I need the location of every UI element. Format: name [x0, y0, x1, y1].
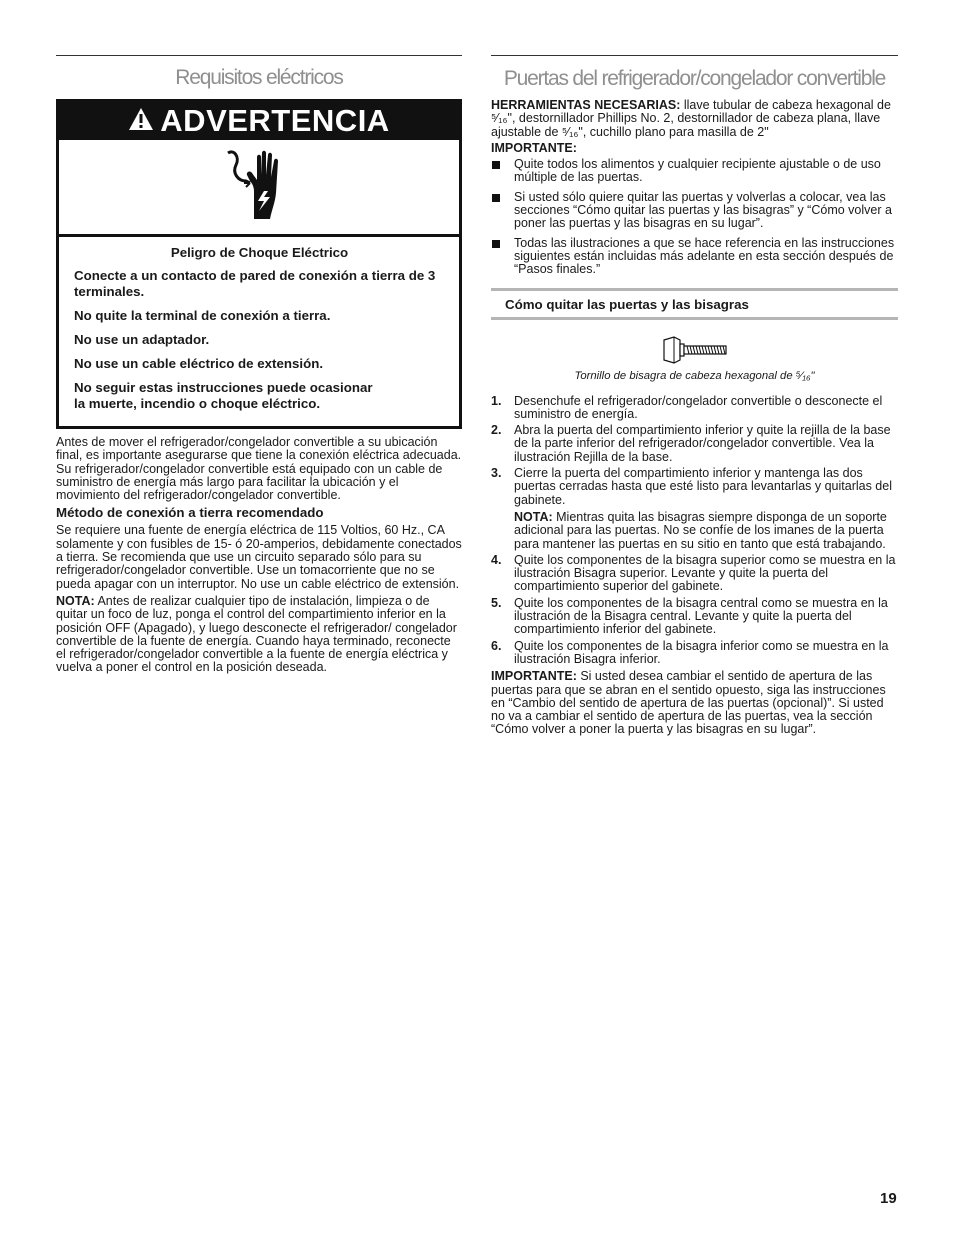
- bullet-square-icon: [492, 194, 500, 202]
- top-rule: [491, 55, 898, 56]
- important2-text: Si usted desea cambiar el sentido de apertura de las puertas para que se abran en el sentido opuesto, siga las instrucciones en “Cambio del sentido de apertura de las puertas (opcional)”. Si usted no va a cambiar el sentido de apertura de las puertas, vea la sección “Cómo volver a poner la puerta y las bisagras en su lugar”.: [491, 669, 886, 737]
- step-number: 2.: [491, 423, 502, 438]
- page-number: 19: [880, 1190, 897, 1207]
- section-heading-doors: Puertas del refrigerador/congelador convertible: [503, 67, 886, 90]
- step-text: Quite los componentes de la bisagra superior como se muestra en la ilustración Bisagra superior. Levante y quite la puerta del compartimiento superior del gabinete.: [514, 552, 896, 594]
- right-column: [491, 55, 898, 737]
- note-paragraph: [56, 595, 462, 675]
- grounding-paragraph: Se requiere una fuente de energía eléctrica de 115 Voltios, 60 Hz., CA solamente y con fusibles de 15- ó 20-amperios, debidamente conectados a tierra. Se recomienda que use un circuito separado sólo para su refrigerador/congelador convertible. Use un tomacorriente que no se pueda apagar con un interruptor. No use un cable eléctrico de extensión.: [56, 523, 462, 591]
- electric-shock-hand-icon: [224, 147, 294, 228]
- top-rule: [56, 55, 462, 56]
- note-label: NOTA:: [56, 593, 95, 608]
- list-item-text: Todas las ilustraciones a que se hace referencia en las instrucciones siguientes están incluidas más adelante en esta sección después de “Pasos finales.”: [514, 235, 895, 277]
- step-text: Quite los componentes de la bisagra inferior como se muestra en la ilustración Bisagra inferior.: [514, 638, 889, 666]
- list-item: [491, 237, 898, 277]
- step-number: 3.: [491, 466, 502, 481]
- list-item-text: Quite todos los alimentos y cualquier recipiente ajustable o de uso múltiple de las puertas.: [514, 157, 881, 185]
- bullet-square-icon: [492, 161, 500, 169]
- warning-body: [59, 237, 459, 426]
- step-text: Cierre la puerta del compartimiento inferior y mantenga las dos puertas cerradas hasta que esté listo para levantarlas y quitarlas del gabinete.: [514, 466, 892, 507]
- important-list: [491, 158, 898, 276]
- warning-line: No quite la terminal de conexión a tierra.: [74, 308, 331, 323]
- step-text: Abra la puerta del compartimiento inferior y quite la rejilla de la base de la parte inferior del refrigerador/congelador convertible. Vea la ilustración Rejilla de la base.: [514, 423, 891, 464]
- hex-bolt-illustration: [491, 336, 898, 366]
- step-text: Desenchufe el refrigerador/congelador convertible o desconecte el suministro de energía.: [514, 393, 883, 421]
- warning-hazard: Peligro de Choque Eléctrico: [170, 245, 349, 260]
- list-item-text: Si usted sólo quiere quitar las puertas y volverlas a colocar, vea las secciones “Cómo quitar las puertas y las bisagras” y “Cómo volver a poner las puertas y las bisagras en su lugar”.: [514, 189, 892, 231]
- steps-list: [491, 395, 898, 667]
- step-note: [514, 511, 898, 551]
- step-item: [491, 554, 898, 594]
- step-number: 6.: [491, 638, 502, 653]
- step-note-label: NOTA:: [514, 509, 553, 524]
- tools-label: HERRAMIENTAS NECESARIAS:: [491, 98, 681, 112]
- warning-line: No use un adaptador.: [74, 332, 210, 347]
- step-item: [491, 424, 898, 464]
- step-item: [491, 395, 898, 422]
- warning-line: Conecte a un contacto de pared de conexión a tierra de 3 terminales.: [74, 268, 436, 299]
- warning-line: No use un cable eléctrico de extensión.: [74, 356, 324, 371]
- subheading-remove-doors: Cómo quitar las puertas y las bisagras: [491, 288, 898, 320]
- warning-title: ADVERTENCIA: [160, 103, 390, 138]
- intro-paragraph: Antes de mover el refrigerador/congelador convertible a su ubicación final, es importante asegurarse que tiene la conexión eléctrica adecuada. Su refrigerador/congelador convertible está equipado con un cable de suministro de energía más largo para facilitar la ubicación y el movimiento del refrigerador/congelador convertible.: [56, 435, 462, 503]
- warning-icon-row: [59, 140, 459, 237]
- warning-header: [59, 102, 459, 140]
- hex-bolt-icon: [662, 336, 728, 364]
- tools-paragraph: [491, 99, 898, 139]
- subheading-grounding: Método de conexión a tierra recomendado: [56, 505, 324, 521]
- important-label: IMPORTANTE:: [491, 140, 577, 155]
- step-note-text: Mientras quita las bisagras siempre disponga de un soporte adicional para las puertas. No se confíe de los imanes de la puerta para mantener las puertas en su sitio en tanto que está trabajando.: [514, 509, 887, 551]
- warning-box: [56, 99, 462, 429]
- note-text: Antes de realizar cualquier tipo de instalación, limpieza o de quitar un foco de luz, ponga el control del compartimiento inferior en la posición OFF (Apagado), y luego desconecte el refrigerador/ congelador convertible de la fuente de energía. Cuando haya terminado, reconecte el refrigerador/congelador convertible a la fuente de energía eléctrica y vuelva a poner el control en la posición deseada.: [56, 593, 457, 675]
- step-item: [491, 467, 898, 551]
- tools-text: llave tubular de cabeza hexagonal de ⁵⁄₁₆", destornillador Phillips No. 2, destornillador de cabeza plana, llave ajustable de ⁵⁄₁₆", cuchillo plano para masilla de 2": [491, 98, 891, 139]
- bolt-caption: Tornillo de bisagra de cabeza hexagonal de ⁵⁄₁₆": [574, 369, 815, 382]
- important2-label: IMPORTANTE:: [491, 669, 577, 684]
- warning-line: No seguir estas instrucciones puede ocasionar la muerte, incendio o choque eléctrico.: [74, 380, 373, 411]
- step-item: [491, 640, 898, 667]
- step-item: [491, 597, 898, 637]
- section-heading-electrical: Requisitos eléctricos: [175, 66, 343, 89]
- step-text: Quite los componentes de la bisagra central como se muestra en la ilustración de la Bisagra central. Levante y quite la puerta del compartimiento inferior del gabinete.: [514, 595, 888, 637]
- list-item: [491, 158, 898, 185]
- bullet-square-icon: [492, 240, 500, 248]
- step-number: 1.: [491, 393, 502, 408]
- important-paragraph: [491, 670, 898, 736]
- warning-triangle-icon: [128, 107, 154, 136]
- left-column: [56, 55, 462, 675]
- list-item: [491, 191, 898, 231]
- step-number: 5.: [491, 595, 502, 610]
- step-number: 4.: [491, 552, 502, 567]
